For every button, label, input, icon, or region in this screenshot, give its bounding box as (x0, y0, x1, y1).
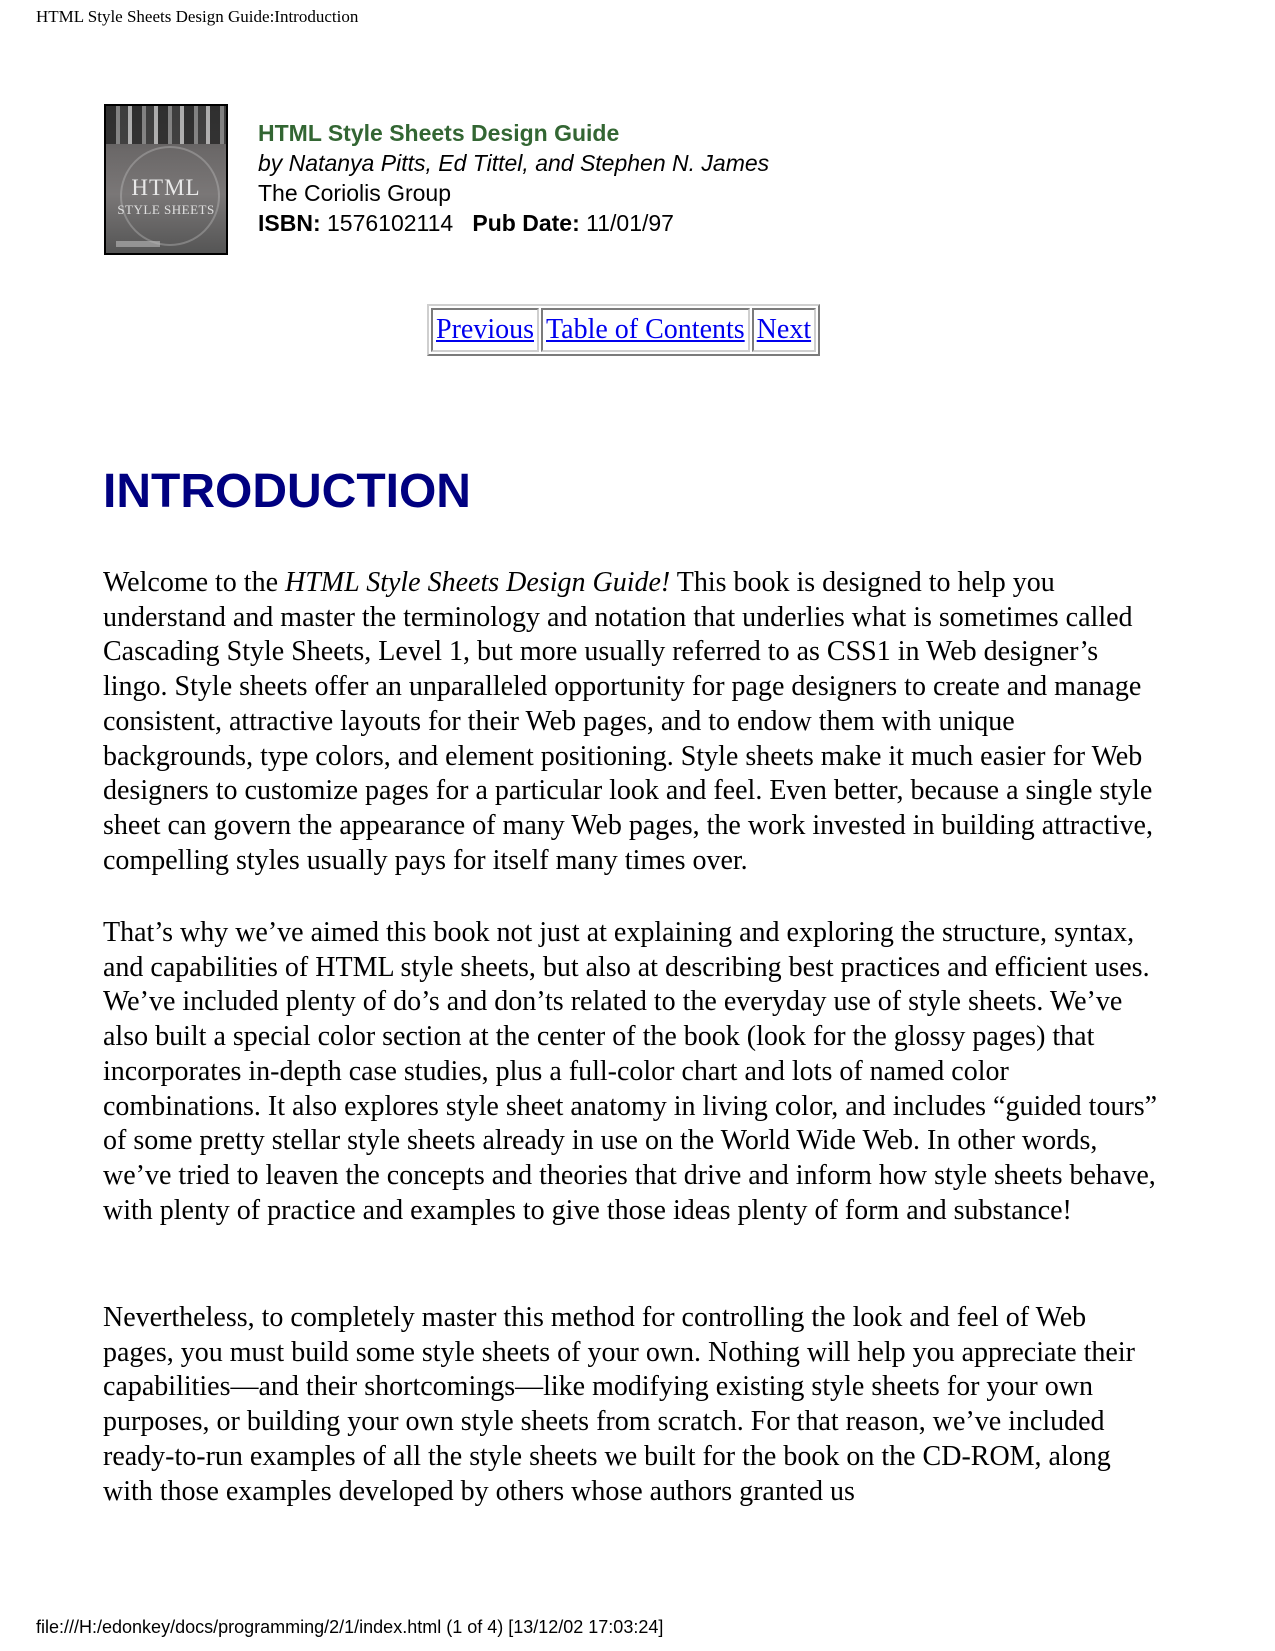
book-title: HTML Style Sheets Design Guide (258, 120, 620, 146)
paragraph-2: That’s why we’ve aimed this book not just at explaining and exploring the structure, syntax, and capabilities of HTML style sheets, but also at describing best practices and efficient uses. We’ve included plenty of do’s and don’ts related to the everyday use of style sheets. We’ve also built a special color section at the center of the book (look for the glossy pages) that incorporates in-depth case studies, plus a full-color chart and lots of named color combinations. It also explores style sheet anatomy in living color, and includes “guided tours” of some pretty stellar style sheets already in use on the World Wide Web. In other words, we’ve tried to leaven the concepts and theories that drive and inform how style sheets behave, with plenty of practice and examples to give those ideas plenty of form and substance! (103, 917, 1158, 1226)
cover-pattern (106, 106, 226, 144)
paragraph-1-lead: Welcome to the (103, 567, 286, 598)
paragraph-1-body: This book is designed to help you understand and master the terminology and notation that underlies what is sometimes called Cascading Style Sheets, Level 1, but more usually referred to as CSS1 in Web designer’s lingo. Style sheets offer an unparalleled opportunity for page designers to create and manage consistent, attractive layouts for their Web pages, and to endow them with unique backgrounds, type colors, and element positioning. Style sheets make it much easier for Web designers to customize pages for a particular look and feel. Even better, because a single style sheet can govern the appearance of many Web pages, the work invested in building attractive, compelling styles usually pays for itself many times over. (103, 567, 1153, 876)
isbn-line (258, 208, 769, 238)
pubdate-label: Pub Date: (472, 210, 580, 236)
page-navigation (427, 304, 820, 356)
paragraph-1 (103, 566, 1163, 878)
paragraph-1-book-title: HTML Style Sheets Design Guide! (285, 567, 671, 598)
print-header: HTML Style Sheets Design Guide:Introduction (36, 7, 359, 26)
nav-cell-next (752, 308, 816, 352)
isbn-value: 1576102114 (327, 210, 454, 236)
book-publisher: The Coriolis Group (258, 180, 452, 206)
page-title: INTRODUCTION (103, 465, 471, 518)
isbn-label: ISBN: (258, 210, 321, 236)
paragraph-3: Nevertheless, to completely master this method for controlling the look and feel of Web pages, you must build some style sheets of your own. Nothing will help you appreciate their capabilities—and their shortcomings—like modifying existing style sheets for your own purposes, or building your own style sheets from scratch. For that reason, we’ve included ready-to-run examples of all the style sheets we built for the book on the CD-ROM, along with those examples developed by others whose authors granted us (103, 1302, 1135, 1507)
previous-link[interactable]: Previous (436, 314, 534, 345)
print-footer: file:///H:/edonkey/docs/programming/2/1/index.html (1 of 4) [13/12/02 17:03:24] (36, 1617, 664, 1637)
next-link[interactable]: Next (756, 314, 812, 345)
cover-subtitle: STYLE SHEETS (117, 202, 215, 217)
book-info-block (104, 104, 1004, 260)
cover-title: HTML (131, 175, 201, 200)
book-authors: by Natanya Pitts, Ed Tittel, and Stephen N. James (258, 150, 770, 176)
table-of-contents-link[interactable]: Table of Contents (546, 314, 745, 345)
nav-cell-toc (541, 308, 750, 352)
cover-publisher-mark (116, 241, 160, 247)
pubdate-value: 11/01/97 (586, 210, 674, 236)
nav-cell-previous (431, 308, 539, 352)
book-details (258, 118, 769, 238)
book-cover-image (104, 104, 228, 255)
